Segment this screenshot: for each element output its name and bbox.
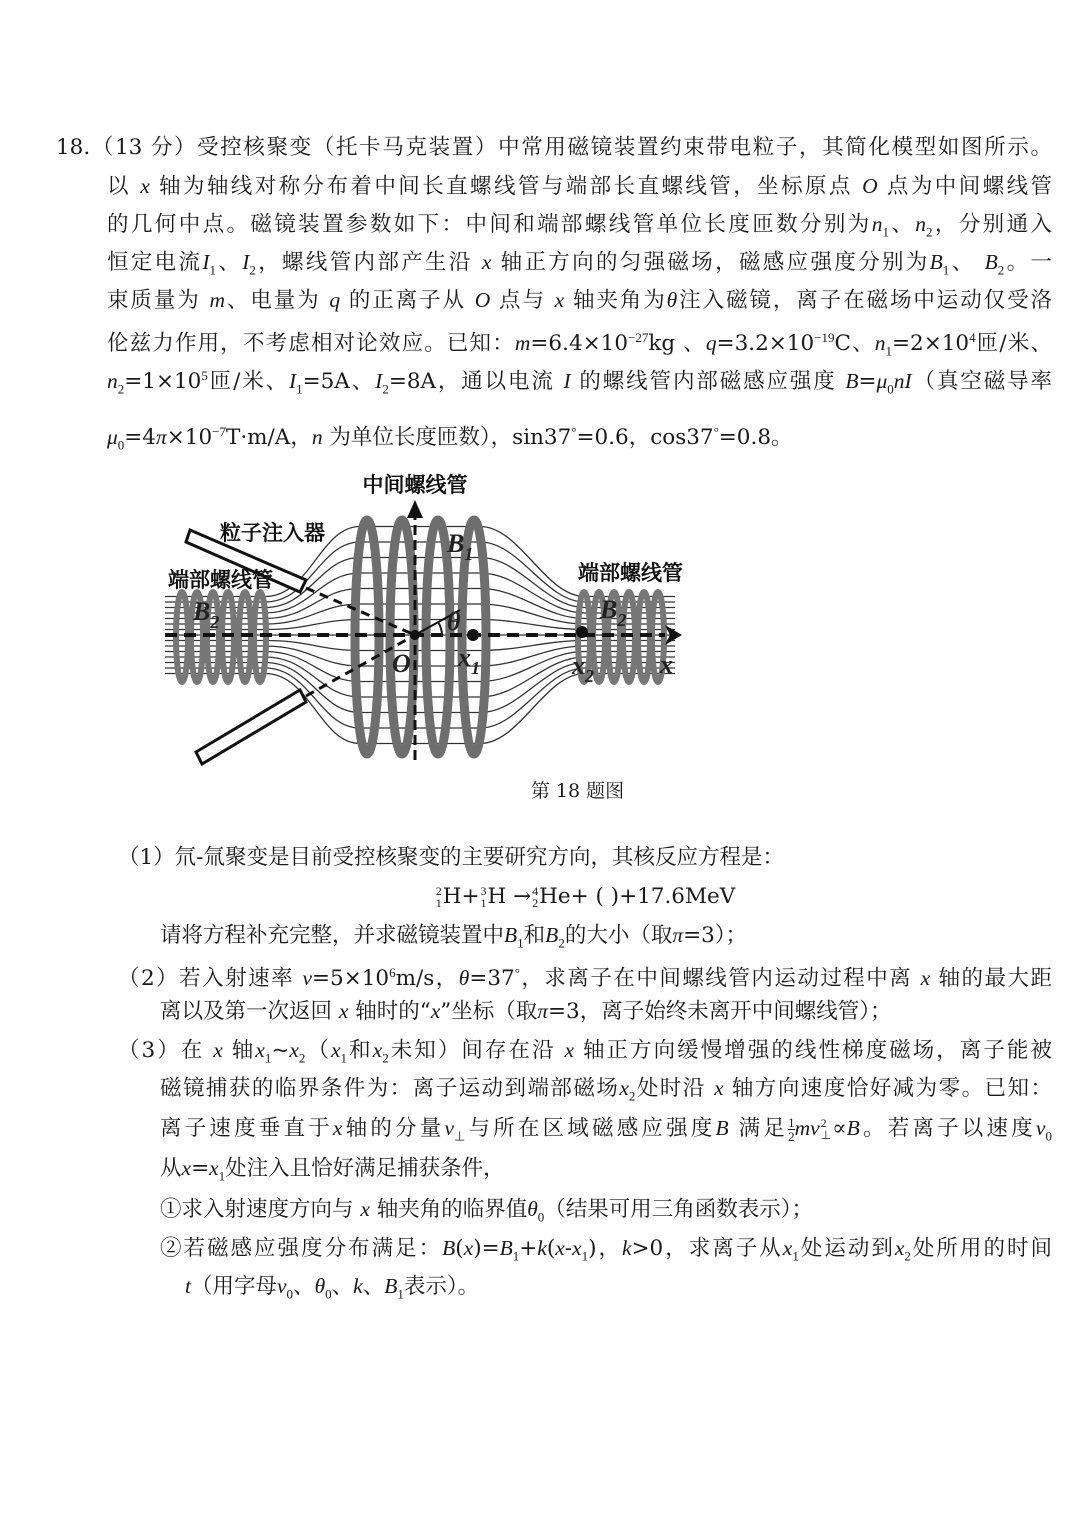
text-segment: 匝/米、 <box>207 369 289 395</box>
text-segment: ，螺线管内部产生沿 <box>255 250 482 275</box>
text-segment: 恒定电流 <box>107 250 203 275</box>
subscript: 1 <box>480 896 487 910</box>
subscript: 1 <box>512 1248 520 1264</box>
math-symbol: B <box>846 1116 860 1140</box>
subscript: 2 <box>382 381 389 397</box>
text-segment: ，求离子在中间螺线管内运动过程中离 <box>519 966 921 992</box>
text-segment: 轴的最大距 <box>930 966 1052 992</box>
subscript: 2 <box>997 262 1005 278</box>
text-segment: （ <box>305 1038 331 1063</box>
subscript: 0 <box>1045 1128 1052 1144</box>
text-segment: 束质量为 <box>107 288 210 313</box>
text-segment: 、 <box>293 1274 315 1299</box>
math-symbol: n <box>915 212 926 236</box>
b2-left-label: $B_2$ <box>193 597 220 632</box>
subscript: 0 <box>286 1286 294 1302</box>
text-segment: 的大小（取 <box>564 923 673 948</box>
text-segment: =6.4×10 <box>530 331 629 357</box>
superscript: ° <box>713 424 719 439</box>
superscript: 4 <box>969 330 976 345</box>
math-symbol: n <box>874 331 886 356</box>
text-segment: kg 、 <box>648 331 706 357</box>
sup-sub-stack <box>481 885 487 909</box>
math-symbol: x <box>782 1236 793 1260</box>
text-segment: 处时沿 <box>635 1076 715 1101</box>
b2-right-label: $B_2$ <box>600 595 627 630</box>
math-symbol: θ <box>666 288 678 312</box>
text-segment: =3.2×10 <box>716 331 815 357</box>
math-symbol: π <box>156 425 167 450</box>
math-symbol: x <box>332 1116 343 1140</box>
part3-line <box>160 1153 505 1191</box>
text-segment: 注入磁镜，离子在磁场中运动仅受洛 <box>677 288 1052 313</box>
subscript: 1 <box>218 1168 226 1184</box>
text-segment: 和 <box>347 1038 373 1063</box>
figure-caption: 第 18 题图 <box>530 780 625 802</box>
text-segment: =2×10 <box>892 331 970 357</box>
math-symbol: B <box>984 250 998 274</box>
math-symbol: x <box>619 1076 629 1100</box>
text-segment: （真空磁导率 <box>911 369 1052 395</box>
math-symbol: n <box>107 369 118 394</box>
subscript: 2 <box>249 262 256 278</box>
subscript: 2 <box>904 1248 911 1264</box>
text-segment: 、 <box>949 250 985 275</box>
text-segment: 。若离子以速度 <box>859 1116 1036 1141</box>
math-symbol: m <box>209 288 225 312</box>
text-segment: 为单位长度匝数），sin37 <box>322 425 572 451</box>
sup-sub-stack <box>532 885 538 909</box>
math-symbol: v <box>302 966 313 991</box>
subscript: 2 <box>298 1050 306 1066</box>
text-segment: 轴夹角为 <box>564 288 667 313</box>
text-segment: =0.6，cos37 <box>576 425 714 451</box>
math-symbol: n <box>871 212 883 236</box>
text-segment: ②若磁感应强度分布满足： <box>160 1236 443 1261</box>
x2-label: $x_2$ <box>572 651 594 686</box>
text-segment: 处运动到 <box>798 1236 895 1261</box>
math-symbol: B <box>442 1236 456 1260</box>
math-symbol: I <box>242 250 250 274</box>
superscript: ° <box>514 965 520 980</box>
superscript: −7 <box>212 424 226 439</box>
numerator: 1 <box>788 1114 795 1130</box>
math-symbol: π <box>537 999 549 1023</box>
math-symbol: B <box>499 1236 513 1260</box>
text-segment: ( <box>455 1236 464 1261</box>
math-symbol: x <box>213 1038 223 1062</box>
subscript: 1 <box>435 896 442 910</box>
text-segment: >0，求离子从 <box>631 1236 783 1261</box>
text-segment: 、 <box>216 250 243 275</box>
subscript: 0 <box>117 437 125 453</box>
text-segment: = <box>191 1156 210 1181</box>
text-segment: 以 <box>107 174 141 199</box>
subscript: 1 <box>885 343 893 359</box>
part3-sub2-line <box>160 1233 1052 1271</box>
math-symbol: x <box>572 1236 582 1260</box>
math-symbol: I <box>375 369 383 394</box>
text-segment: =4 <box>124 425 156 451</box>
superscript: 3 <box>480 884 487 898</box>
subscript: 2 <box>382 1050 389 1066</box>
text-segment: 磁镜捕获的临界条件为：离子运动到端部磁场 <box>160 1076 620 1101</box>
text-segment: 处所用的时间 <box>910 1236 1052 1261</box>
text-segment: （用字母 <box>190 1274 277 1299</box>
intro-line <box>107 361 1052 404</box>
math-symbol: v <box>1035 1116 1046 1140</box>
b1-label: $B_1$ <box>447 529 474 564</box>
text-segment: ×10 <box>166 425 213 451</box>
part1-line <box>118 843 784 873</box>
part2-line <box>160 996 892 1027</box>
text-segment: H → <box>487 884 532 909</box>
text-segment: 轴 <box>222 1038 256 1063</box>
text-segment: 与所在区域磁感应强度 <box>465 1116 716 1141</box>
text-segment: T·m/A， <box>226 425 312 451</box>
text-segment: H+ <box>442 884 480 909</box>
math-symbol: x <box>430 999 441 1023</box>
text-segment: =5A、 <box>302 369 376 395</box>
sup-sub-stack <box>436 885 442 909</box>
magnetic-mirror-figure <box>160 460 1010 810</box>
text-segment: 、 <box>362 1274 385 1299</box>
subscript: 1 <box>296 381 303 397</box>
text-segment: 离以及第一次返回 <box>160 999 339 1024</box>
text-segment: 的螺线管内部磁感应强度 <box>570 369 846 395</box>
part3-sub2-line <box>185 1271 479 1309</box>
math-symbol: x <box>140 174 150 198</box>
math-symbol: n <box>311 425 323 450</box>
math-symbol: I <box>202 250 210 274</box>
text-segment: =3）； <box>683 923 748 948</box>
text-segment: 轴正方向缓慢增强的线性梯度磁场，离子能被 <box>574 1038 1052 1063</box>
denominator: 2 <box>788 1128 795 1144</box>
math-symbol: v <box>444 1116 454 1140</box>
text-segment: ”坐标（取 <box>440 999 538 1024</box>
math-symbol: x <box>338 999 349 1023</box>
math-symbol: x <box>463 1236 474 1260</box>
text-segment: 的正离子从 <box>340 288 475 313</box>
subscript: 2 <box>117 381 125 397</box>
text-segment: ∝ <box>832 1116 847 1141</box>
subscript: 2 <box>532 896 539 910</box>
text-segment: =5×10 <box>312 966 390 992</box>
superscript: 5 <box>201 368 208 383</box>
math-symbol: B <box>504 923 518 947</box>
subscript: 2 <box>558 935 565 951</box>
superscript: −27 <box>628 330 649 345</box>
superscript: 6 <box>389 965 396 980</box>
math-symbol: x <box>554 288 565 312</box>
math-symbol: x <box>920 966 931 991</box>
math-symbol: x <box>255 1038 265 1062</box>
part3-line <box>160 1073 1052 1111</box>
math-symbol: x <box>331 1038 341 1062</box>
math-symbol: μ <box>107 425 118 450</box>
subscript: 0 <box>887 381 894 397</box>
text-segment: 的几何中点。磁镜装置参数如下：中间和端部螺线管单位长度匝数分别为 <box>107 212 872 237</box>
math-symbol: π <box>672 923 684 947</box>
text-segment: 轴时的“ <box>348 999 431 1024</box>
text-segment: 和 <box>523 923 546 948</box>
text-segment: （1）氘-氚聚变是目前受控核聚变的主要研究方向，其核反应方程是： <box>118 845 784 870</box>
subscript: 1 <box>882 224 889 240</box>
text-segment: 。一 <box>1004 250 1052 275</box>
math-symbol: mv <box>794 1116 820 1140</box>
math-symbol: B <box>845 369 859 394</box>
math-symbol: O <box>474 288 491 312</box>
text-segment: )= <box>473 1236 500 1261</box>
math-symbol: x <box>714 1076 724 1100</box>
nuclear-equation <box>0 882 1080 912</box>
math-symbol: x <box>894 1236 905 1260</box>
text-segment: =1×10 <box>124 369 202 395</box>
math-symbol: nI <box>893 369 912 394</box>
superscript: 4 <box>532 884 539 898</box>
text-segment: （2）若入射速率 <box>118 966 303 992</box>
part1-line <box>160 920 747 958</box>
superscript: −19 <box>814 330 835 345</box>
text-segment: 处注入且恰好满足捕获条件， <box>225 1156 505 1181</box>
math-symbol: x <box>564 1038 575 1062</box>
part3-line <box>118 1035 1052 1073</box>
intro-line <box>107 209 1052 247</box>
right-end-solenoid-label: 端部螺线管 <box>578 561 683 585</box>
text-segment: ( <box>546 1236 556 1261</box>
math-symbol: v <box>277 1274 287 1298</box>
text-segment: 请将方程补充完整，并求磁镜装置中 <box>160 923 505 948</box>
math-symbol: x <box>372 1038 383 1062</box>
text-segment: 伦兹力作用，不考虑相对论效应。已知： <box>107 331 515 357</box>
text-segment: 离子速度垂直于 <box>160 1116 333 1141</box>
text-segment: =8A，通以电流 <box>388 369 564 395</box>
text-segment: = <box>858 369 877 395</box>
text-segment: 轴正方向的匀强磁场，磁感应强度分别为 <box>491 250 930 275</box>
math-symbol: x <box>289 1038 299 1062</box>
x2-point <box>576 626 588 638</box>
text-segment: m/s， <box>395 966 459 992</box>
math-symbol: O <box>862 174 878 198</box>
text-segment: 点与 <box>490 288 555 313</box>
x1-label: $x_1$ <box>458 643 480 678</box>
math-symbol: x <box>555 1236 565 1260</box>
part3-line <box>160 1113 1052 1151</box>
subscript: 0 <box>537 1209 545 1225</box>
text-segment: （3）在 <box>118 1038 214 1063</box>
text-segment: =0.8。 <box>718 425 793 451</box>
subscript: 1 <box>397 1286 404 1302</box>
math-symbol: μ <box>876 369 888 394</box>
math-symbol: B <box>545 923 559 947</box>
text-segment: 满足 <box>728 1116 789 1141</box>
x-axis-label: x <box>660 650 673 679</box>
math-symbol: B <box>384 1274 398 1298</box>
x1-point <box>467 629 479 641</box>
subscript: 2 <box>925 224 933 240</box>
intro-line <box>107 171 1052 202</box>
origin-label: O <box>392 649 411 678</box>
theta-label: θ <box>447 607 461 636</box>
part2-line <box>118 958 1052 994</box>
math-symbol: q <box>329 288 341 312</box>
injector-label: 粒子注入器 <box>220 521 325 545</box>
math-symbol: θ <box>314 1274 326 1298</box>
math-symbol: B <box>929 250 943 274</box>
intro-line <box>107 417 793 460</box>
problem-header-line <box>56 133 1052 163</box>
subscript: 1 <box>340 1050 348 1066</box>
text-segment: He+ ( )+17.6MeV <box>539 884 736 909</box>
middle-solenoid-label: 中间螺线管 <box>362 473 468 497</box>
math-symbol: x <box>360 1197 370 1221</box>
text-segment: 、 <box>331 1274 354 1299</box>
text-segment: 18.（13 分）受控核聚变（托卡马克装置）中常用磁镜装置约束带电粒子，其简化模型如图所示。 <box>56 135 1052 160</box>
math-symbol: k <box>537 1236 547 1260</box>
text-segment: + <box>519 1236 538 1261</box>
text-segment: 、电量为 <box>224 288 330 313</box>
math-symbol: I <box>288 369 297 394</box>
subscript: 1 <box>581 1248 589 1264</box>
text-segment: （结果可用三角函数表示）； <box>544 1197 814 1222</box>
text-segment: =3，离子始终未离开中间螺线管）； <box>548 999 892 1024</box>
subscript: ⊥ <box>820 1128 832 1142</box>
math-symbol: m <box>514 331 531 356</box>
math-symbol: θ <box>458 966 470 991</box>
intro-line <box>107 323 1052 366</box>
text-segment: 、 <box>888 212 916 237</box>
text-segment: 从 <box>160 1156 182 1181</box>
math-symbol: t <box>185 1274 191 1298</box>
subscript: 1 <box>517 935 524 951</box>
part3-sub1-line <box>160 1194 813 1232</box>
text-segment: ~ <box>271 1038 290 1063</box>
intro-line <box>107 285 1052 316</box>
subscript: 1 <box>264 1050 272 1066</box>
text-segment: ①求入射速度方向与 <box>160 1197 361 1222</box>
subscript: 1 <box>792 1248 799 1264</box>
math-symbol: x <box>209 1156 219 1180</box>
text-segment: 点为中间螺线管 <box>877 174 1052 199</box>
superscript: 2 <box>435 884 442 898</box>
text-segment: =37 <box>469 966 515 992</box>
text-segment: )， <box>588 1236 622 1261</box>
subscript: ⊥ <box>453 1128 466 1144</box>
text-segment: 表示）。 <box>403 1274 480 1299</box>
text-segment: 轴为轴线对称分布着中间长直螺线管与端部长直螺线管，坐标原点 <box>149 174 863 199</box>
text-segment: 轴的分量 <box>342 1116 445 1141</box>
intro-line <box>107 247 1052 285</box>
text-segment: 匝/米、 <box>975 331 1052 357</box>
subscript: 0 <box>325 1286 332 1302</box>
superscript: ° <box>571 424 577 439</box>
math-symbol: B <box>715 1116 729 1140</box>
text-segment: ，分别通入 <box>932 212 1052 237</box>
text-segment: 未知）间存在沿 <box>388 1038 565 1063</box>
math-symbol: I <box>563 369 571 394</box>
math-symbol: x <box>181 1156 192 1180</box>
subscript: 1 <box>209 262 217 278</box>
superscript: 2 <box>820 1116 827 1130</box>
vertical-axis-arrow-icon <box>407 500 423 518</box>
math-symbol: q <box>705 331 717 356</box>
text-segment: - <box>564 1236 573 1261</box>
math-symbol: k <box>621 1236 632 1260</box>
text-segment: 轴方向速度恰好减为零。已知： <box>723 1076 1052 1101</box>
math-symbol: x <box>481 250 492 274</box>
math-symbol: k <box>353 1274 363 1298</box>
text-segment: 轴夹角的临界值 <box>369 1197 528 1222</box>
math-symbol: θ <box>527 1197 538 1221</box>
text-segment: C、 <box>834 331 875 357</box>
origin-point <box>410 630 420 640</box>
subscript: 1 <box>942 262 950 278</box>
left-end-solenoid-label: 端部螺线管 <box>168 568 273 592</box>
subscript: 2 <box>628 1088 636 1104</box>
sup-sub-stack <box>821 1117 831 1141</box>
